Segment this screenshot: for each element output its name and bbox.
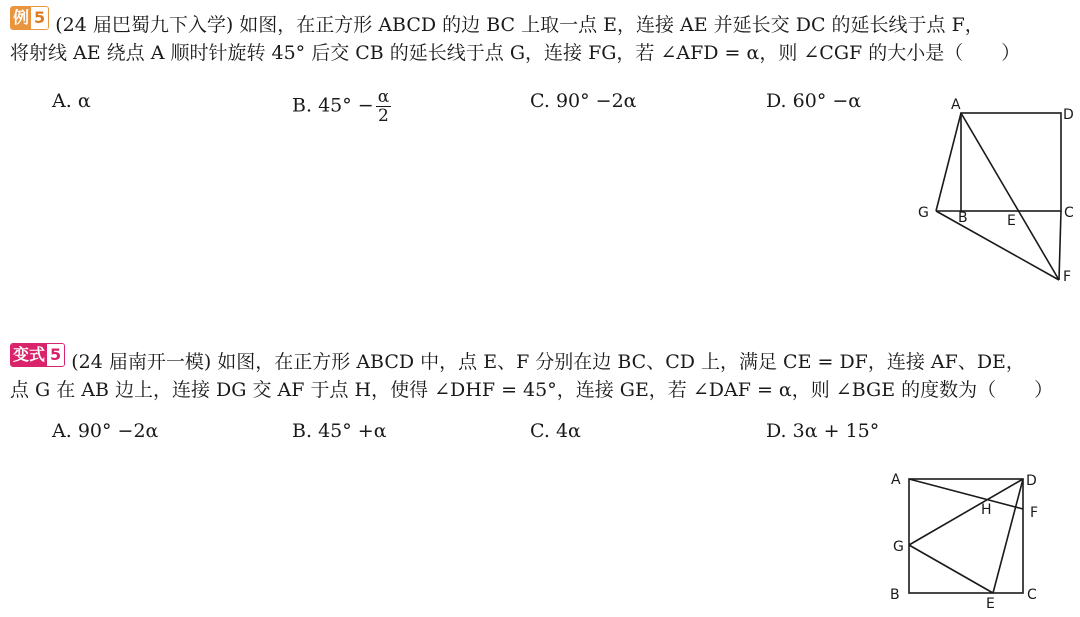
label-a: A bbox=[891, 472, 901, 488]
problem1-line1 bbox=[10, 6, 984, 38]
option-letter: D. bbox=[766, 420, 787, 442]
problem2-option-b[interactable] bbox=[292, 418, 387, 444]
problem2-geometry-figure bbox=[880, 462, 1050, 614]
variant-tag-number: 5 bbox=[47, 344, 64, 366]
label-b: B bbox=[890, 587, 900, 603]
fraction bbox=[376, 88, 391, 125]
label-c: C bbox=[1027, 587, 1037, 603]
problem2-text-line2: 点 G 在 AB 边上，连接 DG 交 AF 于点 H，使得 ∠DHF = 45°，连接 GE，若 ∠DAF = α，则 ∠BGE 的度数为（ ） bbox=[10, 379, 1054, 401]
option-value: 3α + 15° bbox=[792, 420, 880, 442]
problem2-line1 bbox=[10, 343, 1025, 375]
option-letter: D. bbox=[766, 90, 787, 112]
label-f: F bbox=[1063, 269, 1072, 285]
problem2-option-a[interactable] bbox=[52, 418, 158, 444]
example-tag-label: 例 bbox=[13, 8, 30, 27]
label-d: D bbox=[1063, 107, 1074, 123]
problem1-option-d[interactable] bbox=[766, 88, 861, 114]
option-value: 45° +α bbox=[318, 420, 387, 442]
label-g: G bbox=[893, 539, 904, 555]
problem1-geometry-figure bbox=[910, 95, 1080, 295]
label-e: E bbox=[986, 596, 995, 612]
variant-tag-label: 变式 bbox=[13, 345, 46, 364]
line-cf bbox=[1059, 211, 1061, 280]
label-g: G bbox=[918, 205, 929, 221]
line-ag bbox=[936, 113, 961, 211]
option-letter: B. bbox=[292, 94, 313, 117]
problem1-text-line1: (24 届巴蜀九下入学) 如图，在正方形 ABCD 的边 BC 上取一点 E，连接 AE 并延长交 DC 的延长线于点 F， bbox=[55, 14, 984, 36]
problem1-option-a[interactable] bbox=[52, 88, 91, 114]
problem2-option-c[interactable] bbox=[530, 418, 581, 444]
option-value: 45° − bbox=[318, 94, 374, 117]
fraction-denominator: 2 bbox=[378, 106, 389, 126]
option-letter: C. bbox=[530, 90, 550, 112]
option-value: 4α bbox=[555, 420, 581, 442]
example-tag-number: 5 bbox=[31, 7, 48, 29]
label-b: B bbox=[958, 210, 968, 226]
option-value: α bbox=[77, 90, 91, 112]
label-h: H bbox=[981, 502, 992, 518]
option-letter: A. bbox=[52, 90, 72, 112]
square-abcd bbox=[961, 113, 1061, 211]
label-f: F bbox=[1030, 505, 1039, 521]
option-value: 90° −2α bbox=[77, 420, 159, 442]
line-de bbox=[993, 479, 1023, 593]
problem2-text-line1: (24 届南开一模) 如图，在正方形 ABCD 中，点 E、F 分别在边 BC、CD 上，满足 CE = DF，连接 AF、DE， bbox=[71, 351, 1025, 373]
line-af bbox=[961, 113, 1059, 280]
problem1-option-b[interactable] bbox=[292, 88, 391, 125]
label-a: A bbox=[951, 97, 961, 113]
label-e: E bbox=[1007, 213, 1016, 229]
label-d: D bbox=[1026, 473, 1037, 489]
example-tag bbox=[10, 6, 49, 30]
label-c: C bbox=[1064, 205, 1074, 221]
problem1-option-c[interactable] bbox=[530, 88, 637, 114]
option-letter: C. bbox=[530, 420, 550, 442]
fraction-numerator: α bbox=[377, 87, 390, 107]
option-letter: B. bbox=[292, 420, 313, 442]
option-letter: A. bbox=[52, 420, 72, 442]
line-ge bbox=[909, 545, 993, 593]
option-value: 60° −α bbox=[792, 90, 862, 112]
option-value: 90° −2α bbox=[555, 90, 637, 112]
line-gf bbox=[936, 211, 1059, 280]
problem1-text-line2: 将射线 AE 绕点 A 顺时针旋转 45° 后交 CB 的延长线于点 G，连接 FG，若 ∠AFD = α，则 ∠CGF 的大小是（ ） bbox=[10, 42, 1021, 64]
line-af bbox=[909, 479, 1023, 509]
line-dg bbox=[909, 479, 1023, 545]
variant-tag bbox=[10, 343, 65, 367]
problem2-option-d[interactable] bbox=[766, 418, 879, 444]
